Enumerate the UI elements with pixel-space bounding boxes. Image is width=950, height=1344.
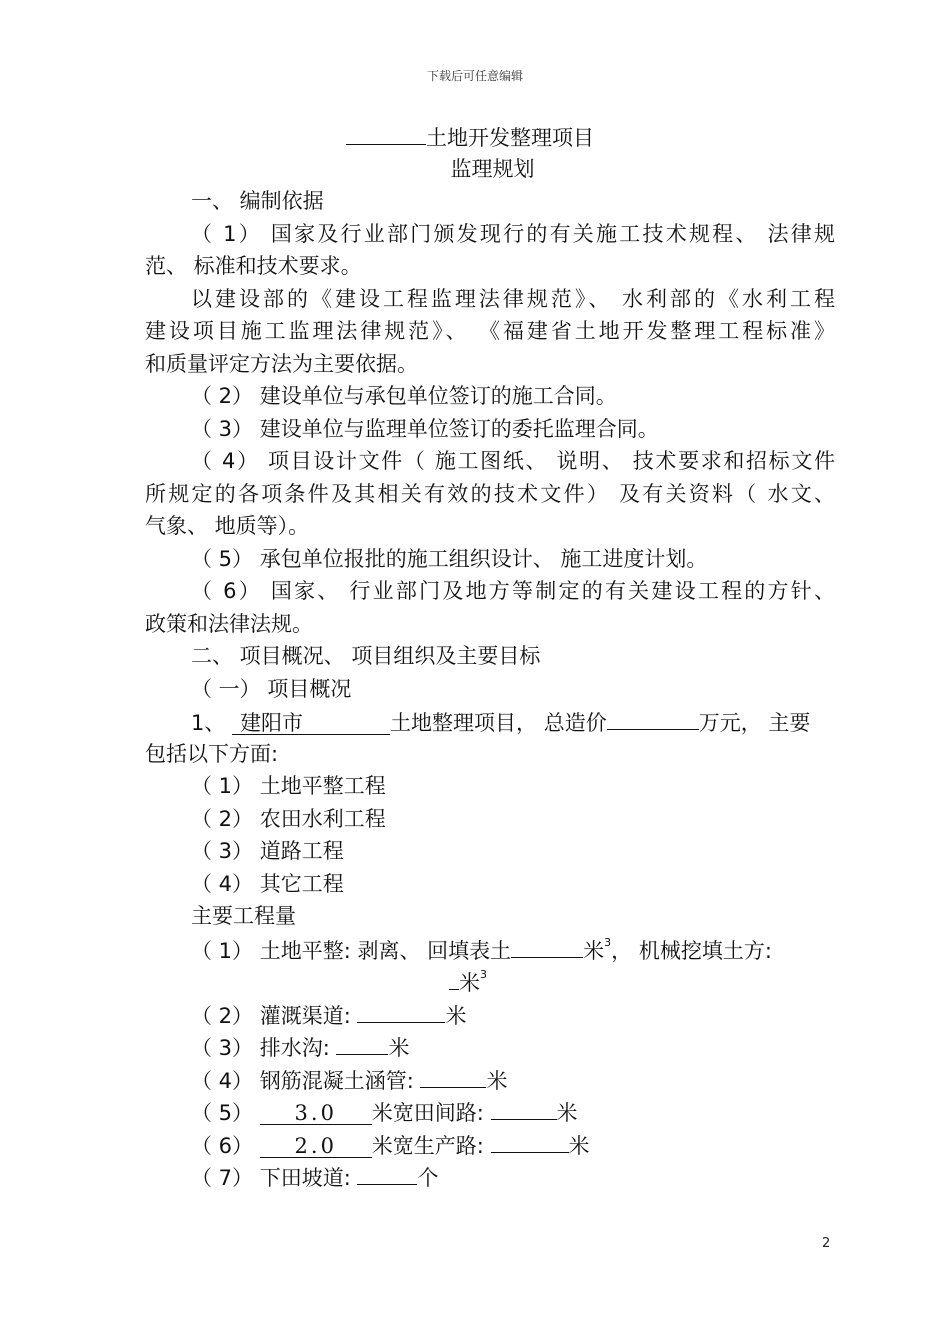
p1-line-a: （ 1） 国家及行业部门颁发现行的有关施工技术规程、 法律规	[191, 221, 835, 246]
item1-num: 1、	[191, 711, 226, 735]
p2-line-c: 和质量评定方法为主要依据。	[145, 351, 418, 376]
p4-line: （ 3） 建设单位与监理单位签订的委托监理合同。	[191, 416, 659, 441]
p5-line-c: 气象、 地质等）。	[145, 514, 310, 538]
q6-width: 2.0	[260, 1133, 372, 1158]
project-name-blank	[346, 120, 426, 145]
q1-sup: 3	[604, 935, 612, 949]
item1-line-a	[145, 705, 835, 738]
p7-line-b: 政策和法律法规。	[145, 611, 313, 636]
q4-unit: 米	[486, 1068, 508, 1093]
q5-blank	[491, 1095, 557, 1120]
subsection-overview: （ 一） 项目概况	[191, 676, 352, 701]
section1-heading: 一、 编制依据	[191, 189, 324, 213]
q4-blank	[420, 1063, 486, 1088]
q6-line	[145, 1128, 835, 1161]
q3-line	[145, 1030, 835, 1063]
q1-unit: 米	[583, 938, 605, 963]
q1-fill-blank	[449, 965, 459, 990]
p2-line-b: 建设项目施工监理法律规范》、 《福建省土地开发整理工程标准》	[145, 319, 835, 343]
q1-label: （ 1） 土地平整: 剥离、 回填表土	[191, 938, 512, 963]
p5-line-a: （ 4） 项目设计文件（ 施工图纸、 说明、 技术要求和招标文件	[191, 449, 835, 473]
q7-unit: 个	[417, 1166, 439, 1190]
q3-unit: 米	[388, 1036, 410, 1060]
q2-blank	[357, 998, 445, 1023]
aspect-item: （ 3） 道路工程	[191, 839, 344, 863]
item1-text2: 万元， 主要	[698, 711, 811, 735]
q7-line	[145, 1160, 835, 1193]
q1-text-b: ， 机械挖填土方:	[611, 938, 772, 963]
document-body	[145, 120, 835, 1193]
q5-label: （ 5）	[191, 1101, 254, 1125]
quantities-heading: 主要工程量	[191, 904, 296, 928]
header-note: 下载后可任意编辑	[426, 69, 523, 83]
item1-line-b: 包括以下方面:	[145, 741, 279, 766]
q2-line	[145, 998, 835, 1031]
p6-line: （ 5） 承包单位报批的施工组织设计、 施工进度计划。	[191, 546, 708, 571]
q1-c-unit: 米	[459, 971, 480, 995]
q1-line-b	[145, 965, 835, 998]
p2-line-a: 以建设部的《建设工程监理法律规范》、 水利部的《水利工程	[191, 286, 835, 311]
q4-label: （ 4） 钢筋混凝土涵管:	[191, 1068, 414, 1093]
q3-label: （ 3） 排水沟:	[191, 1036, 330, 1060]
p3-line: （ 2） 建设单位与承包单位签订的施工合同。	[191, 384, 617, 408]
p5-line-b: 所规定的各项条件及其相关有效的技术文件） 及有关资料（ 水文、	[145, 481, 835, 506]
q4-line	[145, 1063, 835, 1096]
q7-blank	[357, 1160, 417, 1185]
q5-width: 3.0	[260, 1100, 372, 1125]
aspect-item: （ 4） 其它工程	[191, 871, 344, 896]
title-suffix: 土地开发整理项目	[426, 126, 594, 150]
page-number: 2	[822, 1236, 831, 1251]
q6-blank	[491, 1128, 569, 1153]
p1-line-b: 范、 标准和技术要求。	[145, 254, 362, 278]
q5-line	[145, 1095, 835, 1128]
title-line-2: 监理规划	[450, 156, 535, 181]
item1-city: 建阳市	[232, 710, 390, 735]
q6-label: （ 6）	[191, 1133, 254, 1158]
p7-line-a: （ 6） 国家、 行业部门及地方等制定的有关建设工程的方针、	[191, 579, 835, 603]
q3-blank	[336, 1030, 388, 1055]
item1-text1: 土地整理项目， 总造价	[390, 711, 607, 735]
section2-heading: 二、 项目概况、 项目组织及主要目标	[191, 644, 541, 668]
q6-unit: 米	[568, 1133, 590, 1158]
title-line-1	[145, 120, 835, 153]
q1-c-sup: 3	[480, 968, 487, 981]
aspect-item: （ 1） 土地平整工程	[191, 774, 386, 798]
q5-unit: 米	[556, 1101, 578, 1125]
aspect-item: （ 2） 农田水利工程	[191, 806, 386, 831]
total-cost-blank	[607, 705, 699, 730]
q7-label: （ 7） 下田坡道:	[191, 1166, 351, 1190]
q1-line-a	[145, 933, 835, 966]
q1-blank	[511, 933, 583, 958]
q2-label: （ 2） 灌溉渠道:	[191, 1003, 351, 1028]
q6-mid: 米宽生产路:	[371, 1133, 484, 1158]
q5-mid: 米宽田间路:	[371, 1101, 484, 1125]
q2-unit: 米	[445, 1003, 467, 1028]
